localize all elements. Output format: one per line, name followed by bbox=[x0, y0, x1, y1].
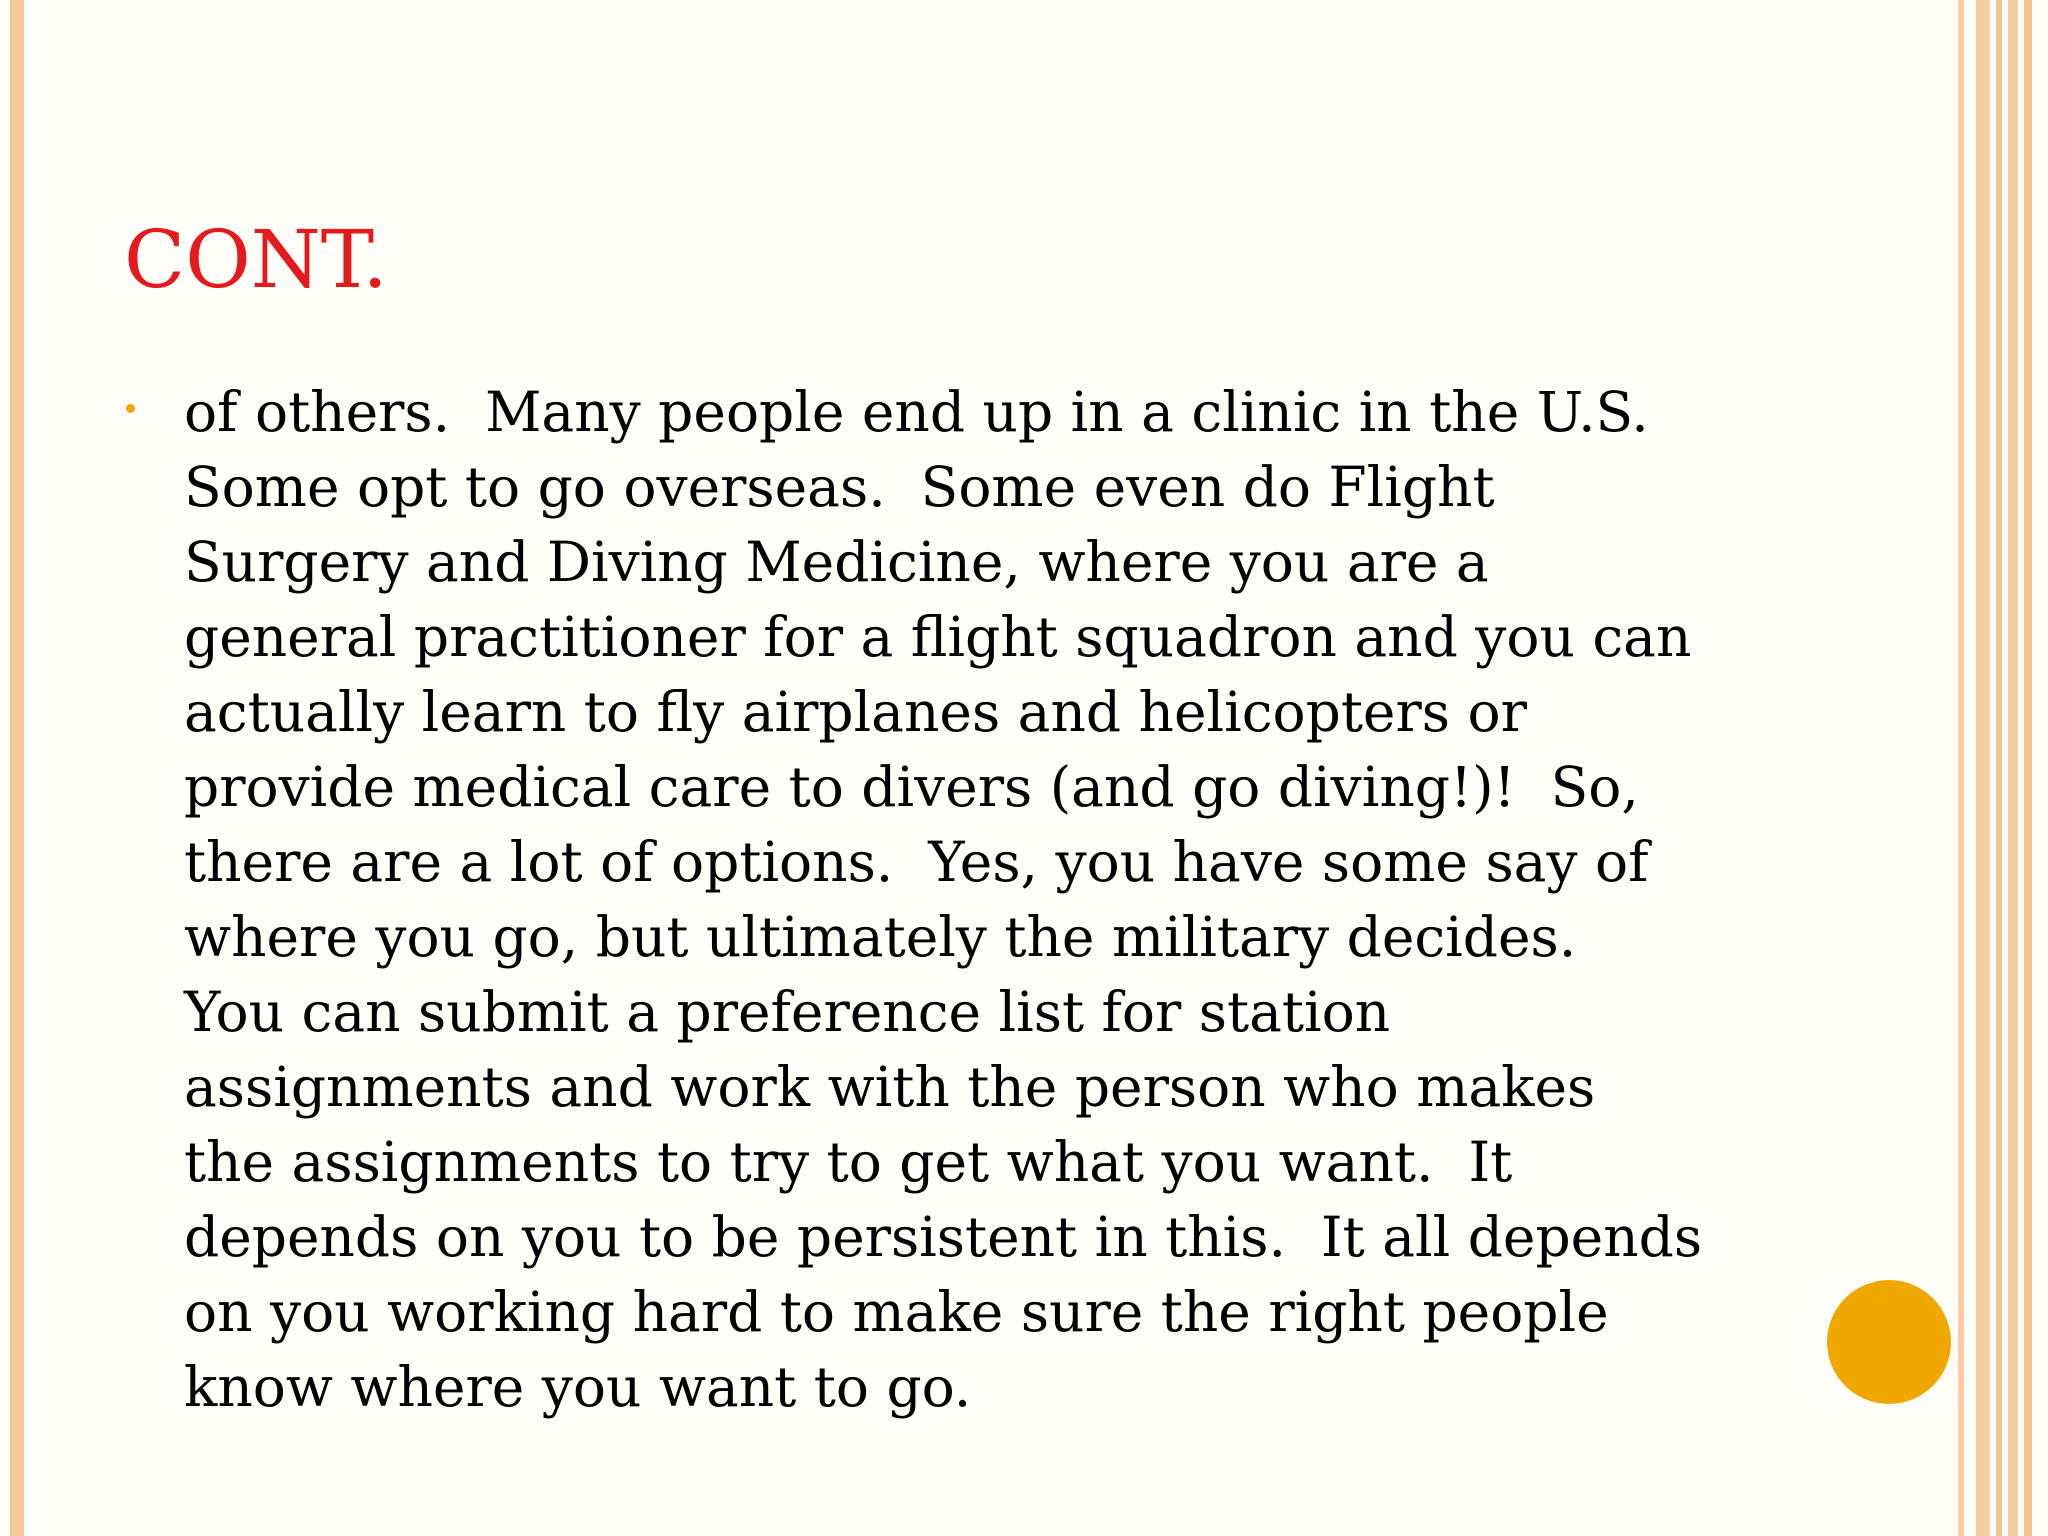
left-border-bar bbox=[10, 0, 24, 1536]
body-text-line: on you working hard to make sure the right people bbox=[184, 1280, 1609, 1344]
body-text-line: depends on you to be persistent in this. It all depends bbox=[184, 1205, 1703, 1269]
decorative-circle-icon bbox=[1827, 1280, 1951, 1404]
bullet-dot-icon bbox=[126, 404, 135, 413]
right-border-stripe bbox=[1996, 0, 2002, 1536]
body-text-line: Surgery and Diving Medicine, where you are a bbox=[184, 530, 1489, 594]
bullet-paragraph bbox=[184, 375, 1784, 1425]
body-text-line: of others. Many people end up in a clinic in the U.S. bbox=[184, 380, 1649, 444]
body-text-line: actually learn to fly airplanes and helicopters or bbox=[184, 680, 1527, 744]
body-text-line: the assignments to try to get what you want. It bbox=[184, 1130, 1513, 1194]
body-text-line: know where you want to go. bbox=[184, 1355, 972, 1419]
slide-title: CONT. bbox=[124, 213, 388, 306]
body-text-line: general practitioner for a flight squadron and you can bbox=[184, 605, 1692, 669]
body-text-line: assignments and work with the person who makes bbox=[184, 1055, 1596, 1119]
body-text-line: You can submit a preference list for station bbox=[184, 980, 1391, 1044]
right-border-stripe bbox=[2024, 0, 2032, 1536]
right-border-stripe bbox=[1958, 0, 1964, 1536]
body-text-line: Some opt to go overseas. Some even do Flight bbox=[184, 455, 1495, 519]
right-border-stripe bbox=[2008, 0, 2018, 1536]
right-border-stripe bbox=[1976, 0, 1990, 1536]
body-text-line: there are a lot of options. Yes, you have some say of bbox=[184, 830, 1649, 894]
body-text-line: where you go, but ultimately the military decides. bbox=[184, 905, 1577, 969]
body-text-line: provide medical care to divers (and go diving!)! So, bbox=[184, 755, 1639, 819]
